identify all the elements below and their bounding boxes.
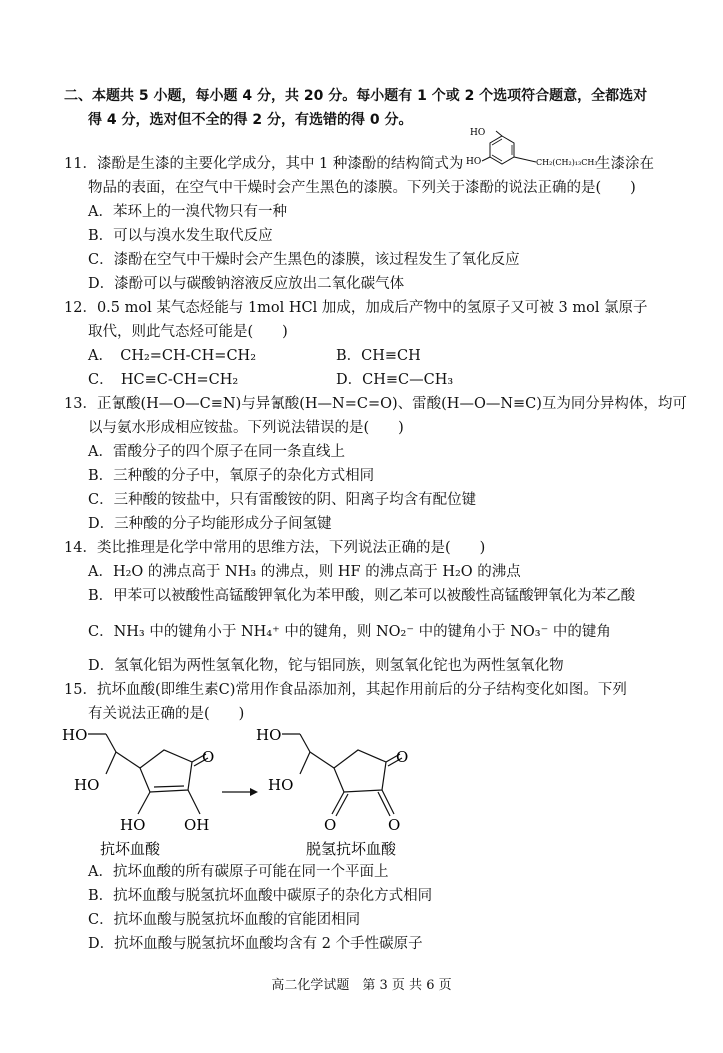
q14-option-d: D．氢氧化铝为两性氢氧化物，铊与铝同族，则氢氧化铊也为两性氢氧化物 <box>88 658 564 674</box>
q11-option-d: D．漆酚可以与碳酸钠溶液反应放出二氧化碳气体 <box>88 276 405 292</box>
q11-option-b: B．可以与溴水发生取代反应 <box>88 228 273 244</box>
right-o-1: O <box>396 748 409 766</box>
section-title-line2: 得 4 分，选对但不全的得 2 分，有选错的得 0 分。 <box>88 112 413 128</box>
q13-option-c: C．三种酸的铵盐中，只有雷酸铵的阴、阳离子均含有配位键 <box>88 492 477 508</box>
left-ho-mid: HO <box>74 776 100 794</box>
q13-option-d: D．三种酸的分子均能形成分子间氢键 <box>88 516 332 532</box>
left-oh-2: OH <box>184 816 210 834</box>
left-caption: 抗坏血酸 <box>100 840 161 858</box>
left-o: O <box>202 748 215 766</box>
q14-option-b: B．甲苯可以被酸性高锰酸钾氧化为苯甲酸，则乙苯可以被酸性高锰酸钾氧化为苯乙酸 <box>88 588 636 604</box>
q15-option-a: A．抗坏血酸的所有碳原子可能在同一个平面上 <box>88 864 389 880</box>
right-o-3: O <box>388 816 401 834</box>
right-ho-mid: HO <box>268 776 294 794</box>
urushiol-ho-2: HO <box>466 157 482 167</box>
urushiol-ho-1: HO <box>470 128 486 138</box>
q13-option-a: A．雷酸分子的四个原子在同一条直线上 <box>88 444 345 460</box>
right-ho-top: HO <box>256 726 282 744</box>
q12-option-d: D．CH≡C—CH₃ <box>336 372 454 388</box>
right-o-2: O <box>324 816 337 834</box>
q11-stem-b: 生漆涂在 <box>596 156 654 172</box>
urushiol-chain: CH₂(CH₂)₁₃CH₃ <box>536 158 598 167</box>
ascorbic-acid-structure <box>62 726 214 858</box>
ascorbic-acid-diagram <box>60 722 460 862</box>
q11-option-c: C．漆酚在空气中干燥时会产生黑色的漆膜，该过程发生了氧化反应 <box>88 252 520 268</box>
q12-option-a: A． CH₂=CH-CH=CH₂ <box>88 348 257 364</box>
q14-option-a: A．H₂O 的沸点高于 NH₃ 的沸点，则 HF 的沸点高于 H₂O 的沸点 <box>88 564 521 580</box>
section-title-line1: 二、本题共 5 小题，每小题 4 分，共 20 分。每小题有 1 个或 2 个选项符合题意，全都选对 <box>64 88 648 104</box>
q11-stem-line2: 物品的表面，在空气中干燥时会产生黑色的漆膜。下列关于漆酚的说法正确的是( ) <box>88 180 636 196</box>
q13-stem-line1: 13．正氰酸(H—O—C≡N)与异氰酸(H—N=C=O)、雷酸(H—O—N≡C)互为同分异构体，均可 <box>64 396 687 412</box>
q12-option-b: B．CH≡CH <box>336 348 421 364</box>
q15-option-d: D．抗坏血酸与脱氢抗坏血酸均含有 2 个手性碳原子 <box>88 936 423 952</box>
q12-option-c: C． HC≡C-CH=CH₂ <box>88 372 239 388</box>
q12-stem-line1: 12．0.5 mol 某气态烃能与 1mol HCl 加成，加成后产物中的氢原子又可被 3 mol 氯原子 <box>64 300 648 316</box>
q13-stem-line2: 以与氨水形成相应铵盐。下列说法错误的是( ) <box>88 420 404 436</box>
q15-option-b: B．抗坏血酸与脱氢抗坏血酸中碳原子的杂化方式相同 <box>88 888 433 904</box>
right-caption: 脱氢抗坏血酸 <box>306 840 397 858</box>
q11-stem-a: 11．漆酚是生漆的主要化学成分，其中 1 种漆酚的结构简式为 <box>64 156 464 172</box>
q14-option-c: C．NH₃ 中的键角小于 NH₄⁺ 中的键角，则 NO₂⁻ 中的键角小于 NO₃⁻ 中的键角 <box>88 624 611 640</box>
dehydroascorbic-acid-structure <box>256 726 408 858</box>
q15-stem-line1: 15．抗坏血酸(即维生素C)常用作食品添加剂，其起作用前后的分子结构变化如图。下列 <box>64 682 627 698</box>
left-oh-1: HO <box>120 816 146 834</box>
q14-stem: 14．类比推理是化学中常用的思维方法，下列说法正确的是( ) <box>64 540 486 556</box>
q12-stem-line2: 取代，则此气态烃可能是( ) <box>88 324 288 340</box>
page-footer: 高二化学试题 第 3 页 共 6 页 <box>271 978 452 993</box>
q15-option-c: C．抗坏血酸与脱氢抗坏血酸的官能团相同 <box>88 912 361 928</box>
reaction-arrow <box>222 788 258 796</box>
q15-stem-line2: 有关说法正确的是( ) <box>88 706 245 722</box>
left-ho-top: HO <box>62 726 88 744</box>
q11-option-a: A．苯环上的一溴代物只有一种 <box>88 204 287 220</box>
q13-option-b: B．三种酸的分子中，氧原子的杂化方式相同 <box>88 468 375 484</box>
